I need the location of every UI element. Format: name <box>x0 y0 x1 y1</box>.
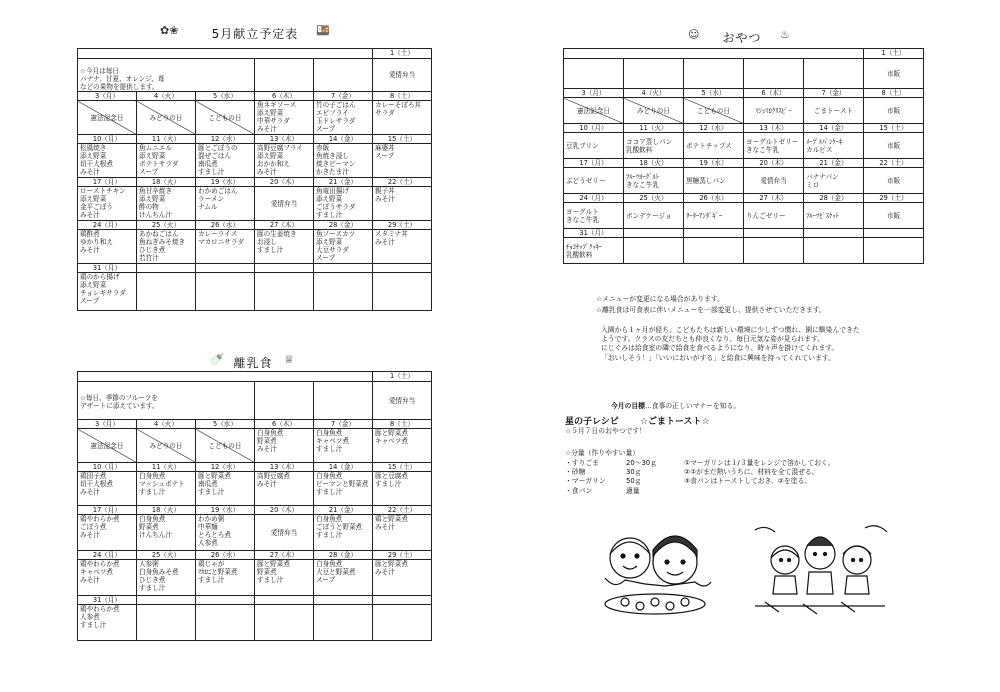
baby-w3-h5: 22（土） <box>373 506 432 515</box>
baby-w2-h2: 12（水） <box>196 463 255 472</box>
baby-w5-c0: 鶏やわらか煮 人参煮 すまし汁 <box>78 605 137 641</box>
menu-w2-c5: 麻婆丼 スープ <box>373 144 432 178</box>
baby-w1-h3: 6（木） <box>255 420 314 429</box>
baby-w2-h0: 10（月） <box>78 463 137 472</box>
baby-w3-c4: 白身魚煮 ごぼうと野菜煮 すまし汁 <box>314 515 373 551</box>
flower-decoration-icon: ✿❀ <box>160 24 179 37</box>
baby-w3-h2: 19（水） <box>196 506 255 515</box>
menu-w1-c5: カレーそぼろ丼 サラダ <box>373 101 432 135</box>
baby-day-1-header: 1（土） <box>373 372 432 382</box>
note-change: ☆メニューが変更になる場合があります。 <box>596 295 724 303</box>
note-allergy: ☆離乳食は可食表に伴いメニューを一部変更し、提供させていただきます。 <box>596 306 826 314</box>
menu-w2-c0: 松風焼き 添え野菜 切干大根煮 みそ汁 <box>78 144 137 178</box>
snack-w1-c0: 憲法記念日 <box>564 98 624 124</box>
baby-w1-c4: 白身魚煮 キャベツ煮 すまし汁 <box>314 429 373 463</box>
snack-day-1-header: 1（土） <box>864 49 924 59</box>
baby-w3-c0: 鶏やわらか煮 ごぼう煮 みそ汁 <box>78 515 137 551</box>
snack-w2-c1: ココア蒸しパン 乳酸飲料 <box>624 133 684 159</box>
snack-w3-c2: 黒糖蒸しパン <box>684 168 744 194</box>
baby-w4-c2: 鶏じゃが ﾏｶﾛﾆと野菜煮 すまし汁 <box>196 560 255 596</box>
menu-w1-h1: 4（火） <box>137 92 196 101</box>
snack-w1-c3: ﾏｼｭﾏﾛｸﾘｽﾋﾟｰ <box>744 98 804 124</box>
menu-w5-h0: 31（月） <box>78 264 137 273</box>
snack-day-1-cell: 市販 <box>864 59 924 89</box>
menu-w4-c4: 魚ソースカツ 添え野菜 大豆サラダ スープ <box>314 230 373 264</box>
snack-w1-h0: 3（月） <box>564 89 624 98</box>
menu-w2-h1: 11（火） <box>137 135 196 144</box>
snack-w4-h0: 24（月） <box>564 194 624 203</box>
menu-w2-h2: 12（水） <box>196 135 255 144</box>
menu-w4-c3: 豚の生姜焼き お浸し すまし汁 <box>255 230 314 264</box>
snack-w3-c0: ぶどうゼリー <box>564 168 624 194</box>
goal-label: 今月の目標 <box>611 402 645 411</box>
menu-w1-h3: 6（木） <box>255 92 314 101</box>
menu-w2-c2: 豚とごぼうの 混ぜごはん 南瓜煮 すまし汁 <box>196 144 255 178</box>
lunchbox-icon: 🍱 <box>316 24 330 37</box>
snack-w2-c0: 豆乳プリン <box>564 133 624 159</box>
snack-table <box>563 48 924 264</box>
baby-w3-h0: 17（月） <box>78 506 137 515</box>
baby-w4-c4: 白身魚煮 大豆と野菜煮 スープ <box>314 560 373 596</box>
snack-w3-c3: 愛情弁当 <box>744 168 804 194</box>
baby-w3-h4: 21（金） <box>314 506 373 515</box>
snack-w1-c2: こどもの日 <box>684 98 744 124</box>
snack-w4-h4: 28（金） <box>804 194 864 203</box>
recipe-name: ☆ごまトースト☆ <box>639 417 710 427</box>
recipe-steps: ①マーガリンは１/３量をレンジで溶かしておく。 ②①がまだ熱いうちに、材料を全て混ぜる。 ③食パンはトーストしておき、②を塗る。 <box>684 459 835 486</box>
baby-w1-c2: こどもの日 <box>196 429 255 463</box>
menu-w4-c5: スタミナ丼 みそ汁 <box>373 230 432 264</box>
baby-day-1-cell: 愛情弁当 <box>373 382 432 420</box>
snack-w2-c5: 市販 <box>864 133 924 159</box>
snack-w5-c0: ﾁｮｺﾁｯﾌﾟｸｯｷｰ 乳酸飲料 <box>564 238 624 264</box>
menu-day-1-cell: 愛情弁当 <box>373 59 432 92</box>
baby-w4-c0: 鶏やわらか煮 キャベツ煮 みそ汁 <box>78 560 137 596</box>
menu-w3-c1: 魚甘辛焼き 添え野菜 酢の物 けんちん汁 <box>137 187 196 221</box>
baby-w4-h3: 27（木） <box>255 551 314 560</box>
menu-w4-c1: あかねごはん 魚ねぎみそ焼き ひじき煮 若竹汁 <box>137 230 196 264</box>
snack-title: おやつ <box>722 31 762 45</box>
menu-w4-h4: 28（金） <box>314 221 373 230</box>
snack-w4-c5: 市販 <box>864 203 924 229</box>
menu-w4-h0: 24（月） <box>78 221 137 230</box>
bottle-icon: 🍼 <box>210 353 224 366</box>
snack-w2-c4: ﾒｰﾌﾟﾙﾊﾟﾝｹｰｷ カルピス <box>804 133 864 159</box>
snack-w1-c1: みどりの日 <box>624 98 684 124</box>
snack-w3-h0: 17（月） <box>564 159 624 168</box>
face-decoration-icon: ☺ <box>688 28 700 41</box>
menu-w1-c0: 憲法記念日 <box>78 101 137 135</box>
baby-w1-h1: 4（火） <box>137 420 196 429</box>
monthly-goal <box>611 393 740 411</box>
menu-w3-c2: わかめごはん ラーメン ナムル <box>196 187 255 221</box>
menu-w3-c3: 愛情弁当 <box>255 187 314 221</box>
menu-w2-h0: 10（月） <box>78 135 137 144</box>
menu-w2-h4: 14（金） <box>314 135 373 144</box>
baby-w2-c2: 豚と野菜煮 南瓜煮 すまし汁 <box>196 472 255 506</box>
snack-w2-c3: ヨーグルトゼリー きなこ牛乳 <box>744 133 804 159</box>
menu-w1-c4: 竹の子ごはん エビフライ 玉ドレサラダ スープ <box>314 101 373 135</box>
menu-w1-h4: 7（金） <box>314 92 373 101</box>
goal-text: …食事の正しいマナーを知る。 <box>644 402 741 411</box>
menu-title: 5月献立予定表 <box>211 27 299 41</box>
snack-w4-c2: ｻｰﾀｰｱﾝﾀﾞｷﾞｰ <box>684 203 744 229</box>
menu-w3-c0: ローストチキン 添え野菜 金平ごぼう みそ汁 <box>78 187 137 221</box>
baby-w2-c1: 白身魚煮 マッシュポテト すまし汁 <box>137 472 196 506</box>
menu-w1-c2: こどもの日 <box>196 101 255 135</box>
menu-table <box>77 48 432 311</box>
recipe-amounts: 20～30ｇ 30ｇ 50ｇ 適量 <box>626 459 657 495</box>
menu-w2-c4: 赤飯 魚焼き浸し 焼きピーマン かきたま汁 <box>314 144 373 178</box>
snack-w1-h2: 5（水） <box>684 89 744 98</box>
menu-w3-h0: 17（月） <box>78 178 137 187</box>
snack-w3-c1: ﾌﾙｰﾂﾖｰｸﾞﾙﾄ きなこ牛乳 <box>624 168 684 194</box>
menu-w3-h2: 19（水） <box>196 178 255 187</box>
baby-w2-c4: 白身魚煮 ピーマンと野菜煮 すまし汁 <box>314 472 373 506</box>
recipe-heading <box>565 414 710 427</box>
baby-w2-h1: 11（火） <box>137 463 196 472</box>
menu-w1-h2: 5（水） <box>196 92 255 101</box>
snack-w1-h5: 8（土） <box>864 89 924 98</box>
menu-w4-h5: 29（土） <box>373 221 432 230</box>
snack-w1-h3: 6（木） <box>744 89 804 98</box>
snack-w1-c5: 市販 <box>864 98 924 124</box>
note-message: 入園から１ヶ月が経ち、こどもたちは新しい環境に少しずつ慣れ、園に馴染んできた ようです。クラスの友だちとも仲良くなり、毎日元気な姿が見られます。 にじぐみは給食室の隣で給食を食べるようになり、時々声を掛けてくれます。 「おいしそう！」「いいにおいがする」と給食に興味を持ってくれています。 <box>601 326 860 362</box>
baby-w4-c1: 人参粥 白身魚みそ煮 ひじき煮 すまし汁 <box>137 560 196 596</box>
menu-w3-c4: 魚竜田揚げ 添え野菜 ごぼうサラダ すまし汁 <box>314 187 373 221</box>
baby-w3-c3: 愛情弁当 <box>255 515 314 551</box>
snack-w3-h3: 20（木） <box>744 159 804 168</box>
snack-w3-h5: 22（土） <box>864 159 924 168</box>
menu-w4-h2: 26（水） <box>196 221 255 230</box>
baby-w2-h3: 13（木） <box>255 463 314 472</box>
baby-w4-h2: 26（水） <box>196 551 255 560</box>
menu-w3-h5: 22（土） <box>373 178 432 187</box>
baby-w1-h5: 8（土） <box>373 420 432 429</box>
baby-w3-c2: わかめ粥 中華麺 とろとろ煮 人参煮 <box>196 515 255 551</box>
recipe-title: 星の子レシピ <box>565 417 619 427</box>
baby-w4-h4: 28（金） <box>314 551 373 560</box>
kids-drawing-illustration <box>745 520 895 618</box>
baby-w3-c5: 鶏と野菜煮 みそ汁 <box>373 515 432 551</box>
menu-w3-h1: 18（火） <box>137 178 196 187</box>
baby-w1-c5: 豚と野菜煮 キャベツ煮 <box>373 429 432 463</box>
menu-w4-c0: 鶏酢煮 ゆかり和え みそ汁 <box>78 230 137 264</box>
snack-w2-h0: 10（月） <box>564 124 624 133</box>
baby-w4-h0: 24（月） <box>78 551 137 560</box>
menu-w4-h1: 25（火） <box>137 221 196 230</box>
crown-decoration-icon: ♕ <box>284 353 294 366</box>
baby-w5-h0: 31（月） <box>78 596 137 605</box>
baby-table <box>77 371 432 641</box>
snack-w2-h5: 15（土） <box>864 124 924 133</box>
menu-w1-h0: 3（月） <box>78 92 137 101</box>
baby-w1-h4: 7（金） <box>314 420 373 429</box>
snack-w3-c5: 市販 <box>864 168 924 194</box>
menu-w4-c2: カレーライス マカロニサラダ <box>196 230 255 264</box>
cup-decoration-icon: ♨ <box>780 28 790 41</box>
snack-w3-h1: 18（火） <box>624 159 684 168</box>
snack-w2-h3: 13（木） <box>744 124 804 133</box>
snack-w5-h0: 31（月） <box>564 229 624 238</box>
snack-w2-h1: 11（火） <box>624 124 684 133</box>
baby-w3-h3: 20（木） <box>255 506 314 515</box>
baby-w4-h5: 29（土） <box>373 551 432 560</box>
baby-w1-h0: 3（月） <box>78 420 137 429</box>
menu-w3-h3: 20（木） <box>255 178 314 187</box>
snack-w1-c4: ごまトースト <box>804 98 864 124</box>
recipe-ingredients: ・すりごま ・砂糖 ・マーガリン ・食パン <box>565 459 606 495</box>
menu-w2-h5: 15（土） <box>373 135 432 144</box>
snack-w1-h1: 4（火） <box>624 89 684 98</box>
baby-w1-c3: 白身魚煮 野菜煮 みそ汁 <box>255 429 314 463</box>
snack-w4-c4: ﾌﾙｰﾂﾋﾞｽｹｯﾄ <box>804 203 864 229</box>
snack-w4-h3: 27（木） <box>744 194 804 203</box>
baby-w3-c1: 白身魚煮 野菜煮 けんちん汁 <box>137 515 196 551</box>
baby-w4-c3: 豚と野菜煮 野菜煮 すまし汁 <box>255 560 314 596</box>
menu-note: ☆今月は毎日 バナナ、甘夏、オレンジ、苺 などの果物を提供します。 <box>78 59 255 92</box>
recipe-subtitle: ☆５月７日のおやつです！ <box>565 427 646 435</box>
menu-w5-c0: 鶏のから揚げ 添え野菜 チョレギサラダ スープ <box>78 273 137 311</box>
menu-w3-c5: 親子丼 みそ汁 <box>373 187 432 221</box>
menu-w4-h3: 27（木） <box>255 221 314 230</box>
baby-title: 離乳食 <box>233 356 273 370</box>
baby-w3-h1: 18（火） <box>137 506 196 515</box>
baby-note: ☆毎日、季節のフルーツを デザートに添えています。 <box>78 382 255 420</box>
baby-w2-h5: 15（土） <box>373 463 432 472</box>
snack-w1-h4: 7（金） <box>804 89 864 98</box>
snack-w4-h2: 26（水） <box>684 194 744 203</box>
baby-w2-c5: 豚と豆腐煮 すまし汁 <box>373 472 432 506</box>
kids-eating-illustration <box>585 520 725 618</box>
baby-w2-c0: 鶏団子煮 切干大根煮 みそ汁 <box>78 472 137 506</box>
baby-w4-h1: 25（火） <box>137 551 196 560</box>
menu-w1-h5: 8（土） <box>373 92 432 101</box>
snack-w4-c0: ヨーグルト きなこ牛乳 <box>564 203 624 229</box>
menu-w1-c3: 魚ネギソース 添え野菜 中華サラダ みそ汁 <box>255 101 314 135</box>
snack-w4-c3: りんごゼリー <box>744 203 804 229</box>
baby-w4-c5: 豚と野菜煮 みそ汁 <box>373 560 432 596</box>
recipe-serving: ☆分量（作りやすい量） <box>565 449 640 457</box>
snack-w2-h2: 12（水） <box>684 124 744 133</box>
snack-w3-h4: 21（金） <box>804 159 864 168</box>
snack-w3-c4: バナナパン ミロ <box>804 168 864 194</box>
menu-w1-c1: みどりの日 <box>137 101 196 135</box>
snack-w2-c2: ポテトチップス <box>684 133 744 159</box>
menu-w2-h3: 13（木） <box>255 135 314 144</box>
menu-w2-c1: 魚ムニエル 添え野菜 ポテトサラダ スープ <box>137 144 196 178</box>
snack-w2-h4: 14（金） <box>804 124 864 133</box>
menu-w3-h4: 21（金） <box>314 178 373 187</box>
baby-w1-h2: 5（水） <box>196 420 255 429</box>
snack-w4-h1: 25（火） <box>624 194 684 203</box>
baby-w1-c0: 憲法記念日 <box>78 429 137 463</box>
menu-w2-c3: 高野豆腐フライ 添え野菜 おかか和え みそ汁 <box>255 144 314 178</box>
baby-w2-h4: 14（金） <box>314 463 373 472</box>
baby-w1-c1: みどりの日 <box>137 429 196 463</box>
snack-w4-h5: 29（土） <box>864 194 924 203</box>
baby-w2-c3: 高野豆腐煮 みそ汁 <box>255 472 314 506</box>
snack-w4-c1: ボンデケージョ <box>624 203 684 229</box>
menu-day-1-header: 1（土） <box>373 49 432 59</box>
snack-w3-h2: 19（水） <box>684 159 744 168</box>
